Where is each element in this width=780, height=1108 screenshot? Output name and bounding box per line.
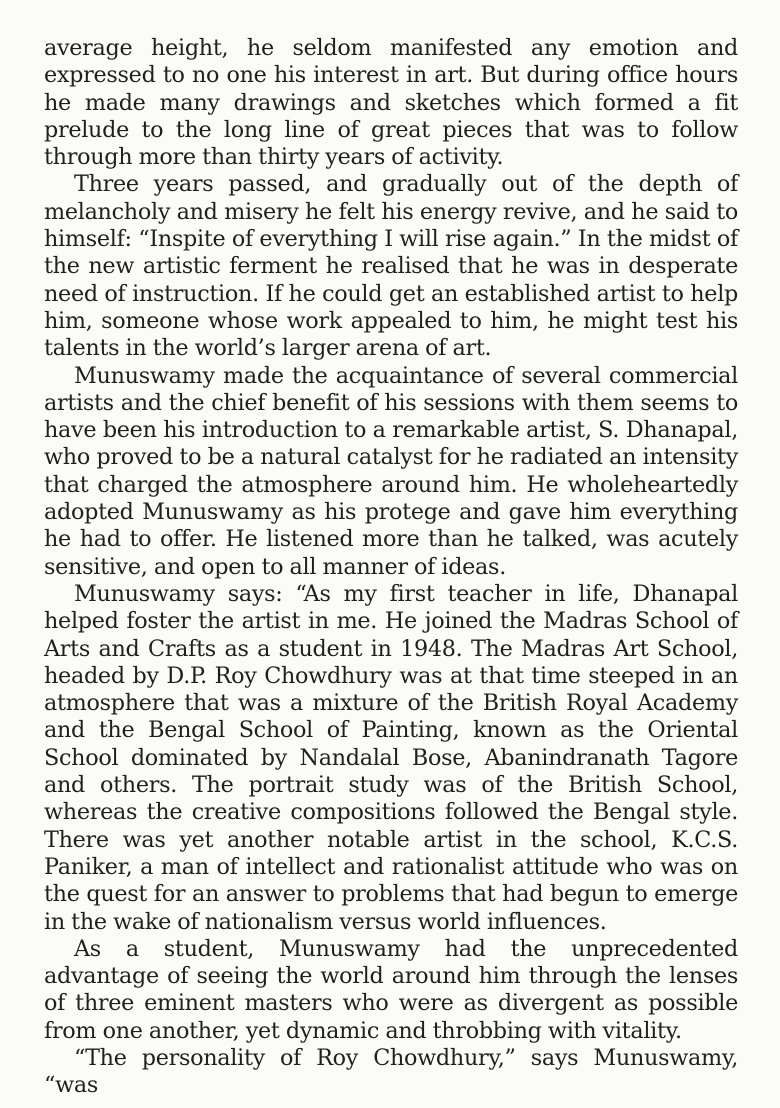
paragraph-6: “The personality of Roy Chowdhury,” says Munuswamy, “was bbox=[44, 1044, 738, 1099]
paragraph-1: average height, he seldom manifested any emotion and expressed to no one his interest in art. But during office hours he made many drawings and sketches which formed a fit prelude to the long line of great pieces that was to follow through more than thirty years of activity. bbox=[44, 35, 738, 171]
paragraph-2: Three years passed, and gradually out of the depth of melancholy and misery he felt his energy revive, and he said to himself: “Inspite of everything I will rise again.” In the midst of the new artistic ferment he realised that he was in desperate need of instruction. If he could get an established artist to help him, someone whose work appealed to him, he might test his talents in the world’s larger arena of art. bbox=[44, 171, 738, 362]
paragraph-3: Munuswamy made the acquaintance of several commercial artists and the chief benefit of his sessions with them seems to have been his introduction to a remarkable artist, S. Dhanapal, who proved to be a natural catalyst for he radiated an intensity that charged the atmosphere around him. He wholeheartedly adopted Munuswamy as his protege and gave him everything he had to offer. He listened more than he talked, was acutely sensitive, and open to all manner of ideas. bbox=[44, 362, 738, 580]
paragraph-5: As a student, Munuswamy had the unprecedented advantage of seeing the world around him through the lenses of three eminent masters who were as divergent as possible from one another, yet dynamic and throbbing with vitality. bbox=[44, 935, 738, 1044]
page-text-column bbox=[44, 35, 738, 1100]
paragraph-4: Munuswamy says: “As my first teacher in life, Dhanapal helped foster the artist in me. He joined the Madras School of Arts and Crafts as a student in 1948. The Madras Art School, headed by D.P. Roy Chowdhury was at that time steeped in an atmosphere that was a mixture of the British Royal Academy and the Bengal School of Painting, known as the Oriental School dominated by Nandalal Bose, Abanindranath Tagore and others. The portrait study was of the British School, whereas the creative compositions followed the Bengal style. There was yet another notable artist in the school, K.C.S. Paniker, a man of intellect and rationalist attitude who was on the quest for an answer to problems that had begun to emerge in the wake of nationalism versus world influences. bbox=[44, 580, 738, 935]
